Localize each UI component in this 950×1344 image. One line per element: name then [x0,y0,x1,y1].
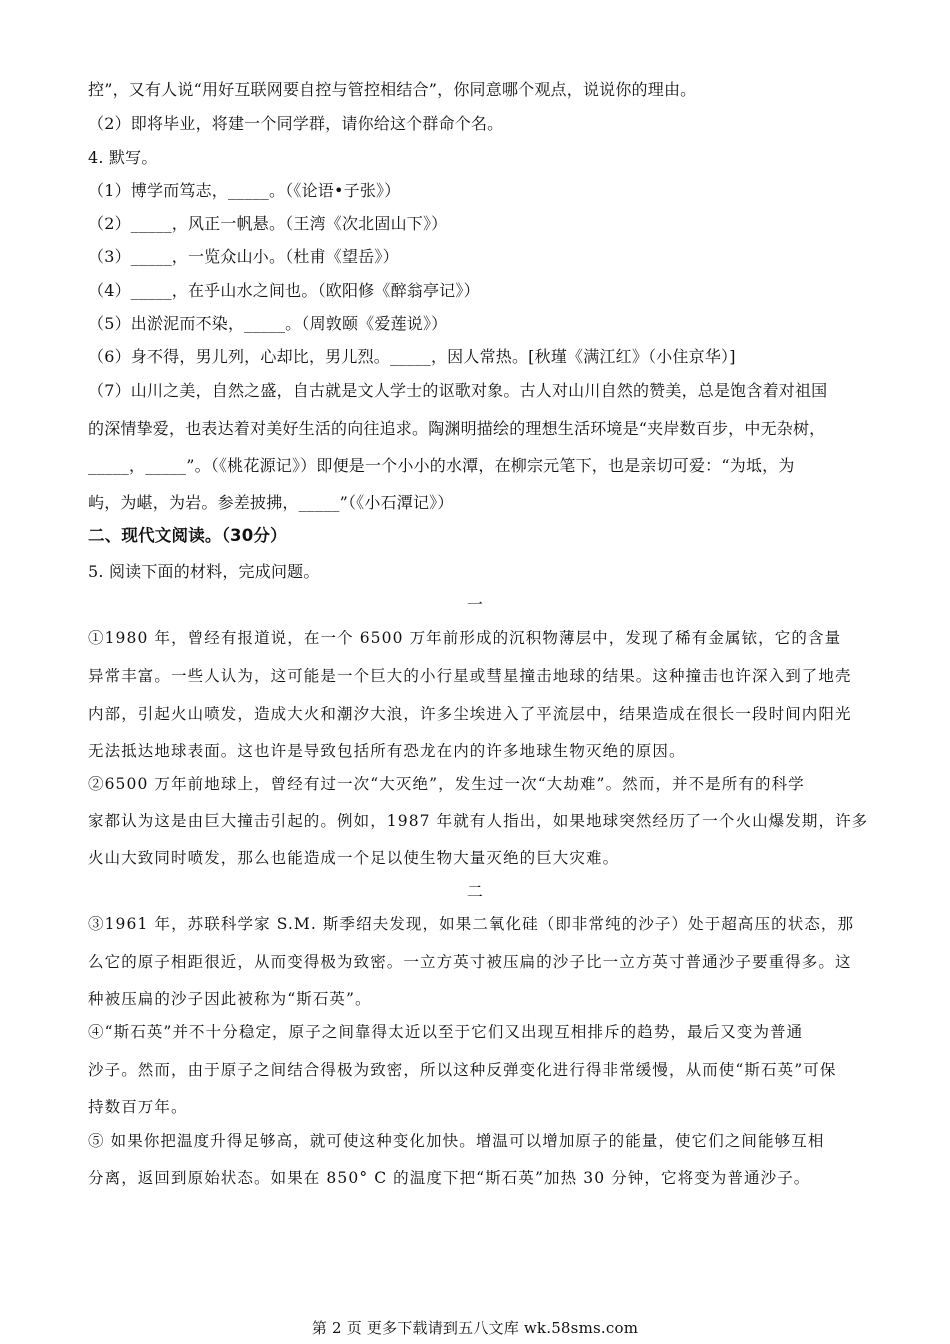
text-line: _____，_____”。（《桃花源记》）即便是一个小小的水潭，在柳宗元笔下，也是亲切可爱：“为坻，为 [88,456,795,475]
paragraph-line: 沙子。然而，由于原子之间结合得极为致密，所以这种反弹变化进行得非常缓慢，从而使“斯石英”可保 [88,1061,837,1079]
part-label: 二 [466,882,484,901]
text-line: 屿，为嵁，为岩。参差披拂，_____”（《小石潭记》） [88,493,454,512]
question-item: （2）即将毕业，将建一个同学群，请你给这个群命个名。 [88,114,504,133]
dictation-item: （3）_____，一览众山小。（杜甫《望岳》） [88,247,399,266]
paragraph-line: ⑤ 如果你把温度升得足够高，就可使这种变化加快。增温可以增加原子的能量，使它们之间能够互相 [88,1132,825,1150]
text-line: 控”，又有人说“用好互联网要自控与管控相结合”，你同意哪个观点，说说你的理由。 [88,80,697,99]
paragraph-line: 火山大致同时喷发，那么也能造成一个足以使生物大量灭绝的巨大灾难。 [88,849,620,867]
paragraph-line: 持数百万年。 [88,1098,188,1116]
question-title: 5. 阅读下面的材料，完成问题。 [88,562,320,581]
paragraph-line: ④“斯石英”并不十分稳定，原子之间靠得太近以至于它们又出现互相排斥的趋势，最后又变为普通 [88,1023,804,1041]
paragraph-line: 家都认为这是由巨大撞击引起的。例如，1987 年就有人指出，如果地球突然经历了一个火山爆发期，许多 [88,812,869,830]
dictation-item: （6）身不得，男儿列，心却比，男儿烈。_____，因人常热。[秋瑾《满江红》（小住京华）] [88,347,736,366]
paragraph-line: ③1961 年，苏联科学家 S.M. 斯季绍夫发现，如果二氧化硅（即非常纯的沙子）处于超高压的状态，那 [88,915,855,933]
dictation-item: （1）博学而笃志，_____。（《论语•子张》） [88,181,401,200]
text-line: 的深情挚爱，也表达着对美好生活的向往追求。陶渊明描绘的理想生活环境是“夹岸数百步，中无杂树， [88,419,826,438]
paragraph-line: 分离，返回到原始状态。如果在 850° C 的温度下把“斯石英”加热 30 分钟，它将变为普通沙子。 [88,1169,811,1187]
question-title: 4. 默写。 [88,148,158,167]
dictation-item: （7）山川之美，自然之盛，自古就是文人学士的讴歌对象。古人对山川自然的赞美，总是饱含着对祖国 [88,381,828,400]
paragraph-line: ②6500 万年前地球上，曾经有过一次“大灭绝”，发生过一次“大劫难”。然而，并不是所有的科学 [88,775,805,793]
section-heading: 二、现代文阅读。（30分） [88,526,287,545]
dictation-item: （2）_____，风正一帆悬。（王湾《次北固山下》） [88,214,448,233]
part-label: 一 [466,595,484,614]
dictation-item: （4）_____，在乎山水之间也。（欧阳修《醉翁亭记》） [88,281,480,300]
paragraph-line: 种被压扁的沙子因此被称为“斯石英”。 [88,990,372,1008]
paragraph-line: 异常丰富。一些人认为，这可能是一个巨大的小行星或彗星撞击地球的结果。这种撞击也许深入到了地壳 [88,667,852,685]
paragraph-line: 内部，引起火山喷发，造成大火和潮汐大浪，许多尘埃进入了平流层中，结果造成在很长一段时间内阳光 [88,705,852,723]
dictation-item: （5）出淤泥而不染，_____。（周敦颐《爱莲说》） [88,314,448,333]
paragraph-line: ①1980 年，曾经有报道说，在一个 6500 万年前形成的沉积物薄层中，发现了稀有金属铱，它的含量 [88,629,842,647]
paragraph-line: 无法抵达地球表面。这也许是导致包括所有恐龙在内的许多地球生物灭绝的原因。 [88,742,686,760]
paragraph-line: 么它的原子相距很近，从而变得极为致密。一立方英寸被压扁的沙子比一立方英寸普通沙子要重得多。这 [88,953,852,971]
page-footer: 第 2 页 更多下载请到五八文库 wk.58sms.com [311,1319,639,1337]
